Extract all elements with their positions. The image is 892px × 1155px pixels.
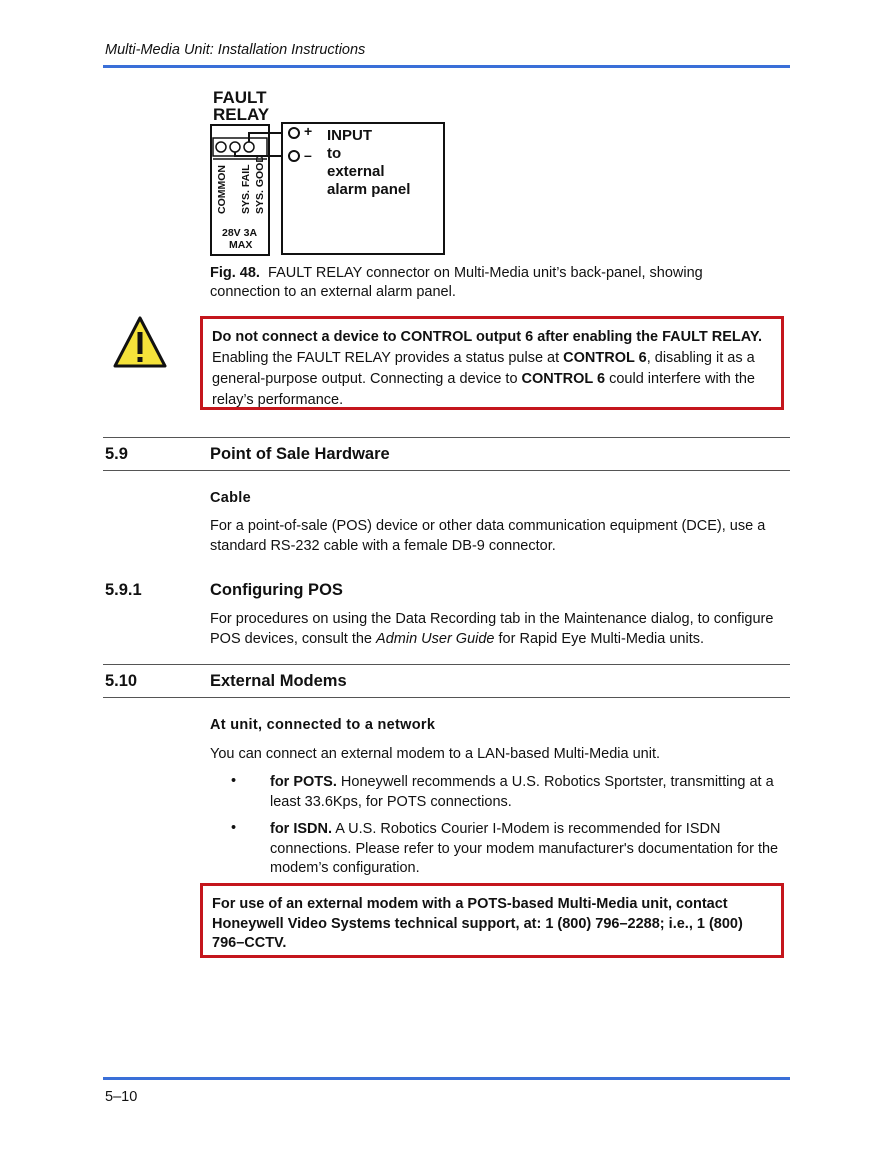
figure-caption (210, 264, 770, 302)
sub-heading-cable: Cable (210, 490, 251, 506)
bullet-isdn-text: A U.S. Robotics Courier I-Modem is recommended for ISDN connections. Please refer to your modem manufacturer's documentation for the modem’s configuration. (270, 821, 779, 876)
subsection-title: Configuring POS (210, 581, 343, 599)
terminal-sys-fail (230, 142, 240, 152)
section-rule-top (103, 437, 790, 438)
warning-text-1: Enabling the FAULT RELAY provides a status pulse at (212, 350, 564, 366)
section-title-modems: External Modems (210, 672, 347, 690)
section-rule-bottom-modems (103, 697, 790, 698)
page-header-title: Multi-Media Unit: Installation Instructions (105, 42, 366, 58)
sub-heading-network: At unit, connected to a network (210, 717, 436, 733)
paragraph-configuring-pos (210, 610, 790, 649)
header-rule (103, 65, 790, 68)
pos-italic-guide: Admin User Guide (376, 630, 495, 647)
input-label-line3: external (327, 163, 385, 180)
subsection-number: 5.9.1 (105, 581, 142, 599)
bullet-isdn (270, 820, 790, 879)
rating-line2: MAX (229, 239, 253, 251)
warning-box (200, 316, 784, 410)
pos-text-2: for Rapid Eye Multi-Media units. (494, 630, 705, 647)
paragraph-intro: You can connect an external modem to a LAN-based Multi-Media unit. (210, 746, 661, 762)
section-number: 5.9 (105, 445, 128, 463)
section-title: Point of Sale Hardware (210, 445, 390, 463)
footer-rule (103, 1077, 790, 1080)
input-label-line2: to (327, 145, 342, 162)
rating-line1: 28V 3A (222, 227, 258, 239)
warning-text-2: , disabling it as a general-purpose output. Connecting a device to (212, 350, 755, 387)
warning-bold-2: CONTROL 6 (521, 371, 606, 387)
figure-caption-text: FAULT RELAY connector on Multi-Media unit’s back-panel, showing connection to an external alarm panel. (210, 265, 703, 300)
fault-label-line1: FAULT (213, 88, 267, 107)
pin-label-common: COMMON (216, 165, 228, 214)
terminal-common (216, 142, 226, 152)
terminal-sys-good (244, 142, 254, 152)
warning-triangle-icon (112, 315, 168, 369)
fault-label-line2: RELAY (213, 105, 270, 124)
bullet-pots (270, 773, 790, 812)
input-terminal-minus (289, 151, 299, 161)
figure-caption-label: Fig. 48. (210, 265, 260, 281)
input-label-line4: alarm panel (327, 181, 411, 198)
plus-sign: + (304, 123, 313, 139)
input-terminal-plus (289, 128, 299, 138)
warning-heading: Do not connect a device to CONTROL output 6 after enabling the FAULT RELAY. (212, 329, 762, 345)
fault-relay-diagram (208, 86, 448, 258)
section-rule-bottom (103, 470, 790, 471)
warning-bold-1: CONTROL 6 (563, 350, 647, 366)
bullet-pots-text: Honeywell recommends a U.S. Robotics Sportster, transmitting at a least 33.6Kps, for POTS connections. (270, 774, 774, 810)
input-label-line1: INPUT (327, 127, 372, 144)
paragraph-cable: For a point-of-sale (POS) device or other data communication equipment (DCE), use a standard RS-232 cable with a female DB-9 connector. (210, 518, 766, 554)
pin-label-sys-fail: SYS. FAIL (240, 164, 252, 214)
page-number: 5–10 (105, 1089, 138, 1105)
bullet-isdn-label: for ISDN. (270, 821, 333, 837)
pin-label-sys-good: SYS. GOOD (254, 155, 266, 214)
section-rule-top-modems (103, 664, 790, 665)
pos-text-1: For procedures on using the Data Recording tab in the Maintenance dialog, to configure POS devices, consult the (210, 611, 774, 647)
bullet-symbol: • (231, 820, 237, 836)
notice-box (200, 883, 784, 958)
section-number-modems: 5.10 (105, 672, 138, 690)
bullet-pots-label: for POTS. (270, 774, 337, 790)
minus-sign: – (304, 147, 312, 163)
warning-text-3: could interfere with the relay’s performance. (212, 371, 755, 408)
bullet-symbol: • (231, 773, 237, 789)
notice-text: For use of an external modem with a POTS-based Multi-Media unit, contact Honeywell Video Systems technical support, at: 1 (800) 796–2288; i.e., 1 (800) 796–CCTV. (212, 896, 743, 951)
